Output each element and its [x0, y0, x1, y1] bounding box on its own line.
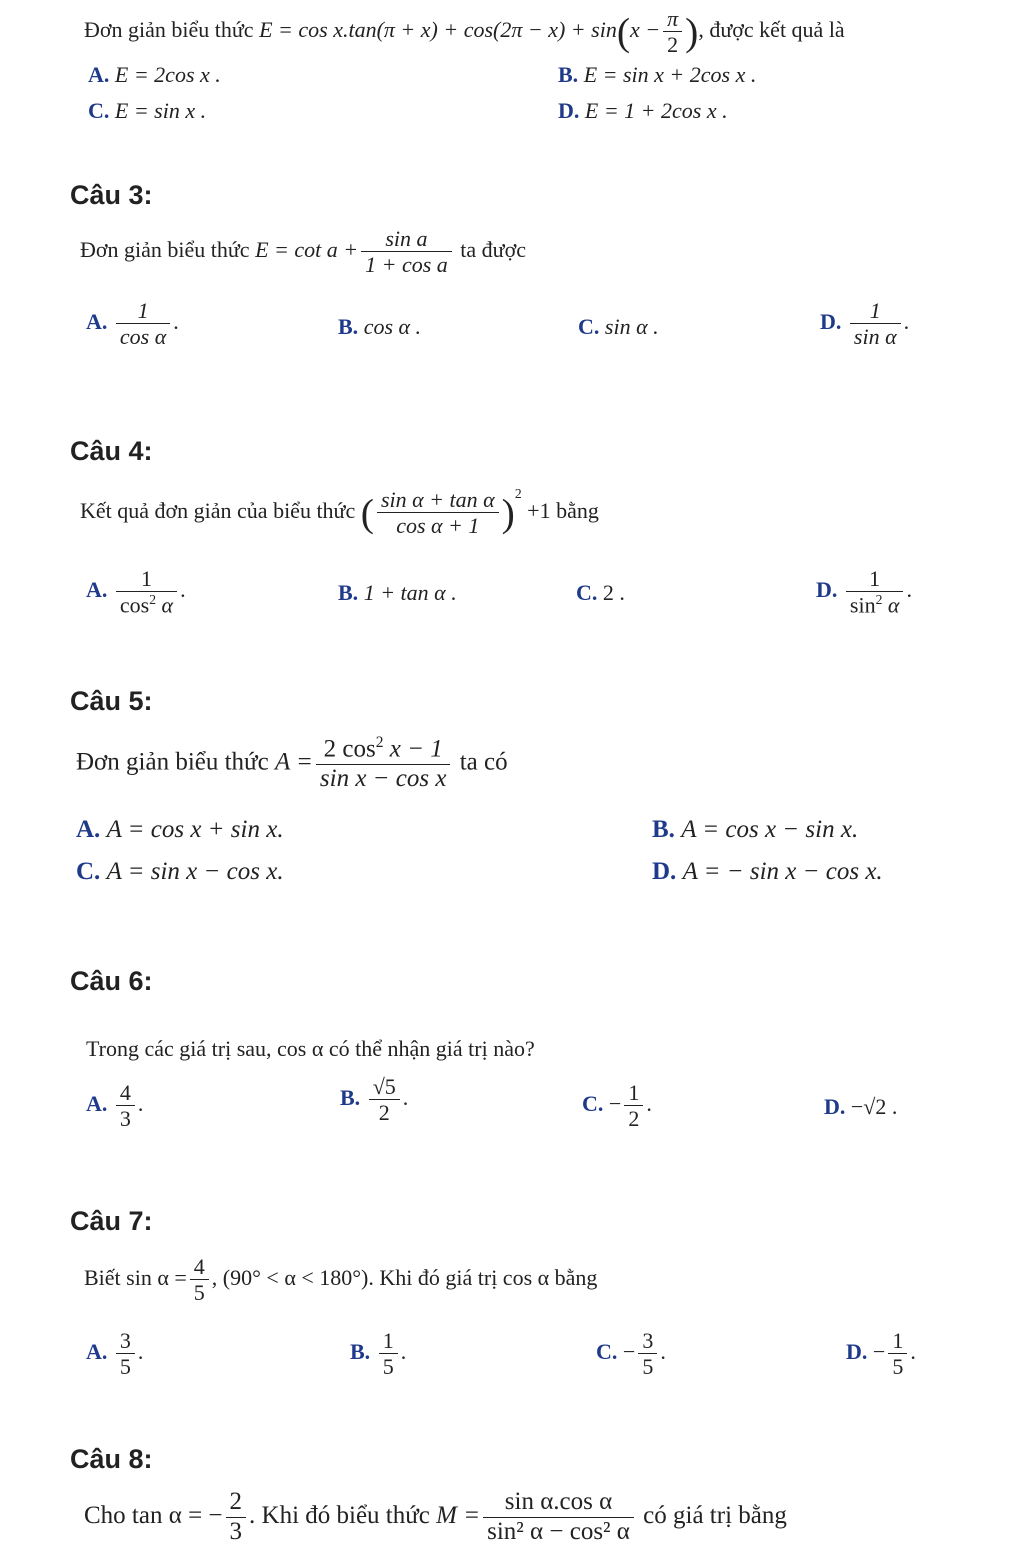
q2-prompt-tail: , được kết quả là	[698, 16, 845, 42]
q6-prompt: Trong các giá trị sau, cos α có thể nhận giá trị nào?	[86, 1036, 535, 1061]
q3-option-b[interactable]: B. cos α .	[338, 314, 422, 339]
q7-option-d[interactable]: D. − $\frac{1}{5}$ .	[846, 1328, 916, 1380]
q2-formula: E = cos x.tan(π + x) + cos(2π − x) + sin	[259, 16, 617, 42]
q8-heading: Câu 8:	[70, 1444, 153, 1474]
q2-option-c[interactable]: C. E = sin x .	[88, 98, 207, 123]
q5-heading: Câu 5:	[70, 686, 153, 716]
q4-paren-close: )	[501, 490, 515, 535]
q2-paren-close: )	[685, 9, 699, 54]
q2-option-b[interactable]: B. E = sin x + 2cos x .	[558, 62, 757, 87]
q2-pi-frac: $\frac{\pi}{2}$	[663, 6, 682, 58]
q3-option-a[interactable]: A. $\frac{1}{\text{cos α}}$ .	[86, 298, 179, 350]
q7-option-c[interactable]: C. − $\frac{3}{5}$ .	[596, 1328, 666, 1380]
q4-heading: Câu 4:	[70, 436, 153, 466]
q4-paren-open: (	[360, 490, 374, 535]
q7-prompt: Biết sin α = $\frac{4}{5}$ , (90° < α < 180°). Khi đó giá trị cos α bằng	[84, 1254, 598, 1306]
q3-fraction: $\frac{\text{sin a}}{\text{1 + cos a}}$	[361, 226, 452, 278]
q5-prompt: Đơn giản biểu thức A = $\frac{2 \cos^2 x - 1}{\text{sin x − cos x}}$ ta có	[76, 734, 508, 793]
q4-fraction: $\frac{\text{sin α + tan α}}{\text{cos α + 1}}$	[377, 487, 499, 539]
q7-option-b[interactable]: B. $\frac{1}{5}$ .	[350, 1328, 407, 1380]
q8-tan-fraction: $\frac{2}{3}$	[226, 1488, 247, 1547]
q5-fraction: $\frac{2 \cos^2 x - 1}{\text{sin x − cos x}}$	[316, 734, 451, 794]
q3-prompt: Đơn giản biểu thức E = cot a + $\frac{\text{sin a}}{\text{1 + cos a}}$ ta được	[80, 226, 526, 278]
q4-option-c[interactable]: C. 2 .	[576, 580, 625, 605]
q6-option-c[interactable]: C. − $\frac{1}{2}$ .	[582, 1080, 652, 1132]
q5-formula-lhs: A =	[274, 748, 313, 776]
q2-paren-open: (	[616, 9, 631, 54]
q4-prompt: Kết quả đơn giản của biểu thức ( $\frac{\text{sin α + tan α}}{\text{cos α + 1}}$ )$^2$ +1 bằng	[80, 486, 599, 539]
q3-heading: Câu 3:	[70, 180, 153, 210]
q6-option-a[interactable]: A. $\frac{4}{3}$ .	[86, 1080, 144, 1132]
q4-option-b[interactable]: B. 1 + tan α .	[338, 580, 457, 605]
q4-option-d[interactable]: D. $\frac{1}{\sin^2 \alpha}$ .	[816, 566, 912, 618]
q5-option-b[interactable]: B. A = cos x − sin x.	[652, 816, 859, 843]
q8-formula-lhs: M =	[436, 1501, 481, 1529]
q2-prompt-text: Đơn giản biểu thức	[84, 16, 254, 42]
q6-heading: Câu 6:	[70, 966, 153, 996]
q7-option-a[interactable]: A. $\frac{3}{5}$ .	[86, 1328, 144, 1380]
q2-prompt	[84, 6, 845, 58]
q7-heading: Câu 7:	[70, 1206, 153, 1236]
q5-option-a[interactable]: A. A = cos x + sin x.	[76, 816, 284, 843]
q8-m-fraction: $\frac{\text{sin α.cos α}}{\text{sin² α − cos² α}}$	[483, 1488, 634, 1547]
q2-inner: x −	[630, 16, 661, 42]
q4-option-a[interactable]: A. $\frac{1}{\cos^2 \alpha}$ .	[86, 566, 186, 618]
q2-option-d[interactable]: D. E = 1 + 2cos x .	[558, 98, 728, 123]
q2-option-a[interactable]: A. E = 2cos x .	[88, 62, 221, 87]
q6-option-d[interactable]: D. −√2 .	[824, 1094, 898, 1119]
q8-prompt: Cho tan α = − $\frac{2}{3}$ . Khi đó biểu thức M = $\frac{\text{sin α.cos α}}{\text{sin² α − cos² α}}$ có giá trị bằng	[84, 1488, 787, 1545]
q5-option-d[interactable]: D. A = − sin x − cos x.	[652, 858, 883, 885]
q4-exponent: 2	[514, 486, 522, 501]
q3-formula-lhs: E = cot a +	[255, 236, 359, 262]
q3-option-d[interactable]: D. $\frac{1}{\text{sin α}}$ .	[820, 298, 910, 350]
q7-fraction: $\frac{4}{5}$	[190, 1254, 209, 1306]
q5-option-c[interactable]: C. A = sin x − cos x.	[76, 858, 284, 885]
q6-option-b[interactable]: B. $\frac{√5}{2}$ .	[340, 1074, 409, 1126]
q3-option-c[interactable]: C. sin α .	[578, 314, 659, 339]
